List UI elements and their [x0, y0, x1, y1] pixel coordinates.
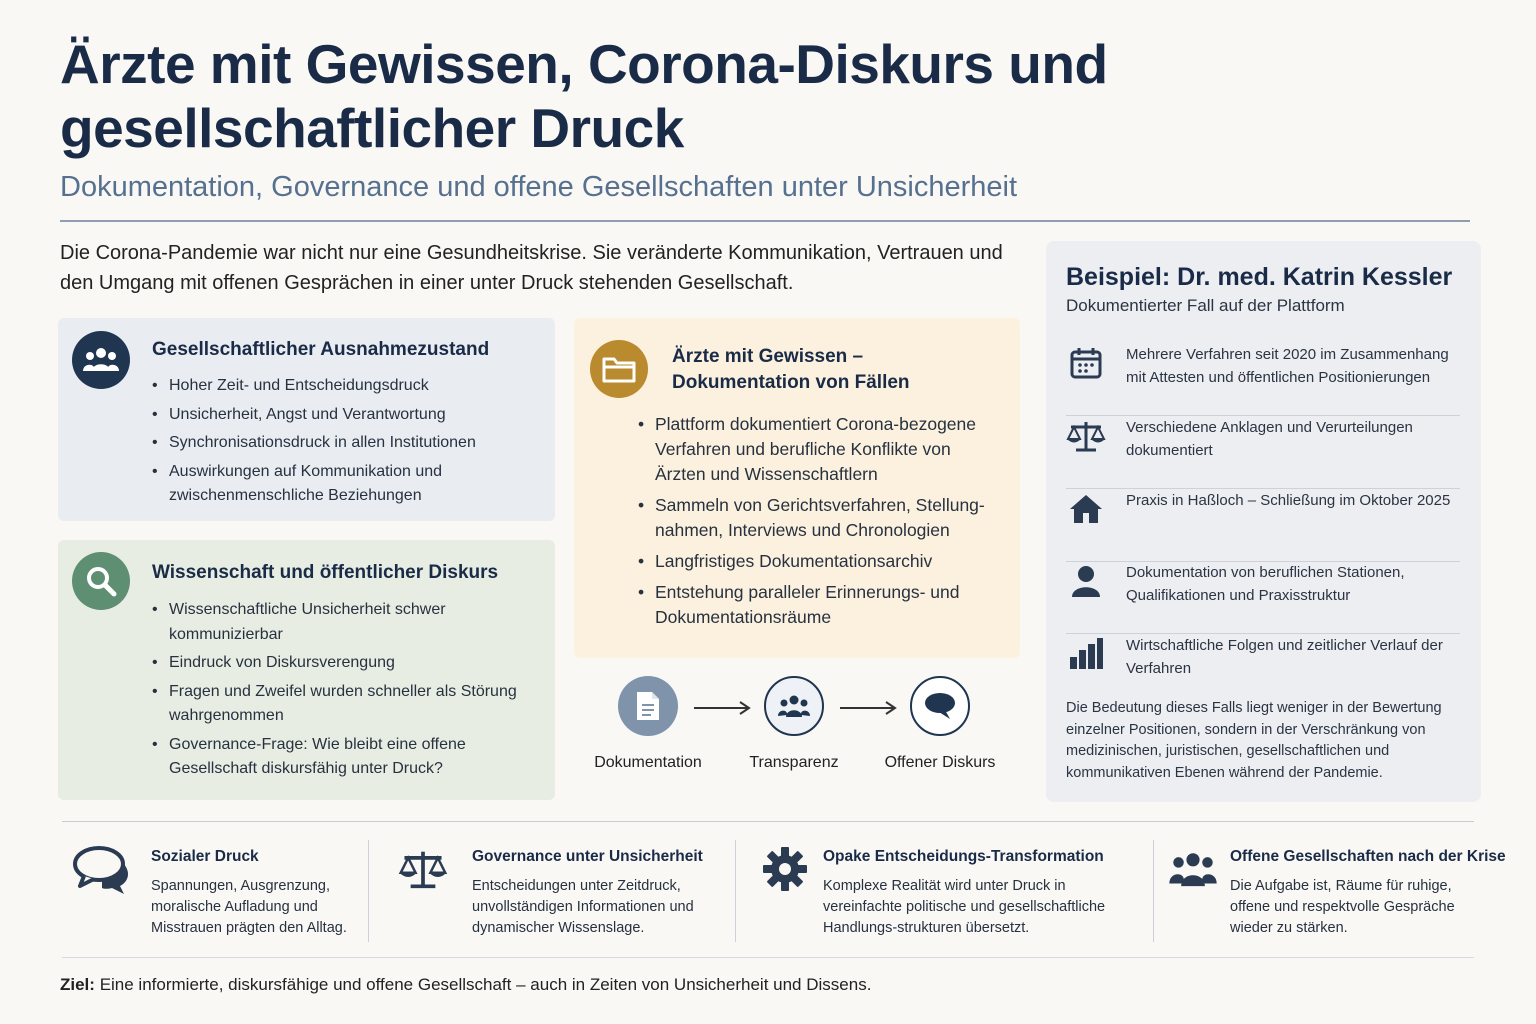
list-item: • Fragen und Zweifel wurden schneller als Störung wahrgenommen	[152, 680, 552, 729]
item-text: Wirtschaftliche Folgen und zeitlicher Verlauf der Verfahren	[1126, 637, 1443, 677]
card-bullets	[638, 412, 998, 636]
flow-step-dokumentation	[578, 676, 718, 772]
folder-icon	[590, 340, 648, 398]
group-icon	[764, 676, 824, 736]
column-text: Die Aufgabe ist, Räume für ruhige, offene und respektvolle Gespräche wieder zu stärken.	[1230, 878, 1455, 936]
column-text: Komplexe Realität wird unter Druck in vereinfachte politische und gesellschaftliche Handlungs-strukturen übersetzt.	[823, 878, 1106, 936]
list-item	[1066, 343, 1460, 416]
card-ausnahmezustand	[58, 318, 555, 521]
flow-label: Transparenz	[749, 754, 839, 771]
list-item: • Synchronisationsdruck in allen Institutionen	[152, 431, 542, 456]
section-divider	[62, 821, 1474, 822]
person-icon	[1066, 561, 1106, 601]
panel-title: Beispiel: Dr. med. Katrin Kessler	[1066, 263, 1453, 291]
footer-divider	[62, 957, 1474, 958]
item-text: Mehrere Verfahren seit 2020 im Zusammenhang mit Attesten und öffentlichen Positionierungen	[1126, 346, 1449, 386]
scales-icon	[1066, 416, 1106, 456]
card-wissenschaft	[58, 540, 555, 800]
card-title: Ärzte mit Gewissen – Dokumentation von Fällen	[672, 346, 910, 393]
column-title: Sozialer Druck	[151, 848, 259, 865]
speech-bubbles-icon	[72, 844, 130, 894]
column-divider	[735, 840, 736, 942]
list-item: • Langfristiges Dokumentationsarchiv	[638, 549, 998, 574]
people-icon	[1164, 844, 1222, 894]
list-item	[1066, 416, 1460, 489]
card-bullets	[152, 598, 552, 786]
flow-step-transparenz	[724, 676, 864, 772]
list-item	[1066, 561, 1460, 634]
item-text: Verschiedene Anklagen und Verurteilungen dokumentiert	[1126, 419, 1413, 459]
flow-label: Offener Diskurs	[884, 754, 996, 771]
people-icon	[72, 331, 130, 389]
calendar-icon	[1066, 343, 1106, 383]
item-text: Dokumentation von beruflichen Stationen, Qualifikationen und Praxisstruktur	[1126, 564, 1405, 604]
column-text: Spannungen, Ausgrenzung, moralische Aufladung und Misstrauen prägten den Alltag.	[151, 878, 347, 936]
list-item: • Wissenschaftliche Unsicherheit schwer kommunizierbar	[152, 598, 552, 647]
page-subtitle: Dokumentation, Governance und offene Gesellschaften unter Unsicherheit	[60, 171, 1018, 203]
column-title: Offene Gesellschaften nach der Krise	[1230, 848, 1506, 865]
list-item: • Governance-Frage: Wie bleibt eine offene Gesellschaft diskursfähig unter Druck?	[152, 733, 552, 782]
bar-chart-icon	[1066, 634, 1106, 674]
panel-note: Die Bedeutung dieses Falls liegt weniger in der Bewertung einzelner Positionen, sondern in der Verschränkung von medizinischen, juristischen, gesellschaftlichen und kommunikativen Ebenen während der Pandemie.	[1066, 700, 1442, 781]
column-title: Opake Entscheidungs-Transformation	[823, 848, 1104, 865]
document-icon	[618, 676, 678, 736]
list-item: • Entstehung paralleler Erinnerungs- und Dokumentationsräume	[638, 580, 998, 630]
speech-bubble-icon	[910, 676, 970, 736]
footer-label: Ziel:	[60, 975, 95, 994]
list-item	[1066, 634, 1460, 707]
bottom-col-offene-gesellschaften	[1164, 838, 1506, 944]
list-item: • Eindruck von Diskursverengung	[152, 651, 552, 676]
case-example-panel	[1046, 241, 1481, 802]
footer-text: Eine informierte, diskursfähige und offene Gesellschaft – auch in Zeiten von Unsicherheit und Dissens.	[99, 975, 872, 994]
column-divider	[1153, 840, 1154, 942]
list-item	[1066, 489, 1460, 562]
list-item: • Unsicherheit, Angst und Verantwortung	[152, 403, 542, 428]
list-item: • Sammeln von Gerichtsverfahren, Stellung-nahmen, Interviews und Chronologien	[638, 493, 998, 543]
bottom-col-sozialer-druck	[72, 838, 362, 944]
intro-text: Die Corona-Pandemie war nicht nur eine Gesundheitskrise. Sie veränderte Kommunikation, Vertrauen und den Umgang mit offenen Gesprächen in einer unter Druck stehenden Gesellschaft.	[60, 242, 1003, 294]
flow-label: Dokumentation	[594, 754, 702, 771]
list-item: • Plattform dokumentiert Corona-bezogene Verfahren und berufliche Konflikte von Ärzten und Wissenschaftlern	[638, 412, 998, 487]
card-dokumentation	[574, 318, 1020, 658]
list-item: • Auswirkungen auf Kommunikation und zwischenmenschliche Beziehungen	[152, 460, 542, 509]
column-text: Entscheidungen unter Zeitdruck, unvollständigen Informationen und dynamischer Wissenslage.	[472, 878, 694, 936]
scales-icon	[394, 844, 452, 894]
panel-subtitle: Dokumentierter Fall auf der Plattform	[1066, 296, 1345, 315]
header-divider	[60, 220, 1470, 222]
magnifier-icon	[72, 552, 130, 610]
footer-goal	[60, 975, 871, 995]
bottom-col-governance	[394, 838, 724, 944]
gear-icon	[756, 844, 814, 894]
column-divider	[368, 840, 369, 942]
card-title: Wissenschaft und öffentlicher Diskurs	[152, 562, 499, 583]
card-bullets	[152, 374, 542, 513]
flow-step-offener-diskurs	[870, 676, 1010, 772]
house-icon	[1066, 489, 1106, 529]
column-title: Governance unter Unsicherheit	[472, 848, 703, 865]
page-title: Ärzte mit Gewissen, Corona-Diskurs und gesellschaftlicher Druck	[60, 33, 1108, 159]
card-title: Gesellschaftlicher Ausnahmezustand	[152, 339, 490, 360]
bottom-col-transformation	[756, 838, 1146, 944]
item-text: Praxis in Haßloch – Schließung im Oktober 2025	[1126, 492, 1451, 509]
list-item: • Hoher Zeit- und Entscheidungsdruck	[152, 374, 542, 399]
